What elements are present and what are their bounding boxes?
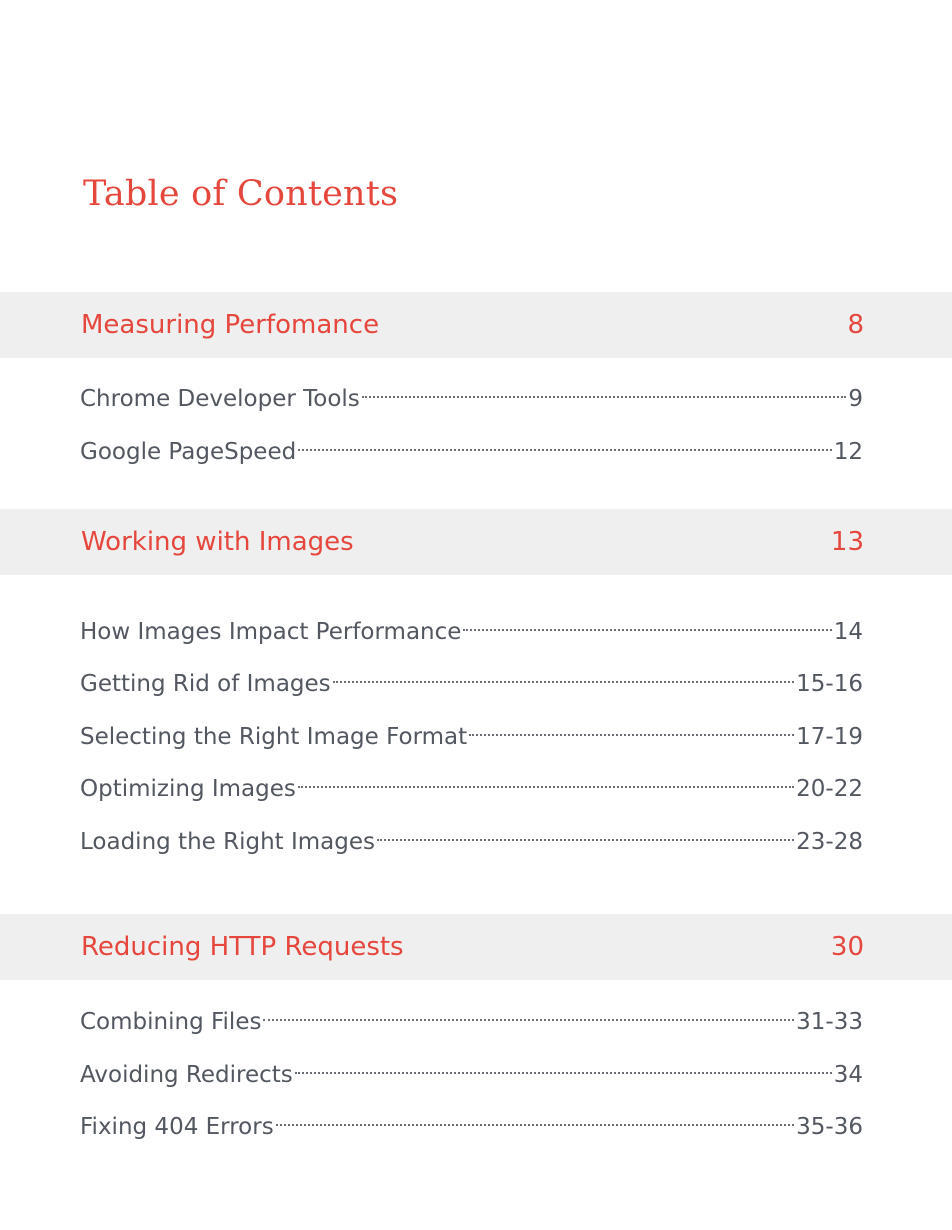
dot-leader — [263, 995, 794, 1029]
toc-entry-label: Getting Rid of Images — [80, 671, 331, 697]
toc-entry-label: Loading the Right Images — [80, 829, 376, 855]
toc-entry-page: 34 — [833, 1062, 863, 1088]
toc-entry-page: 35-36 — [796, 1114, 863, 1140]
dot-leader — [469, 710, 794, 744]
toc-entry[interactable] — [80, 657, 863, 697]
toc-entry-label: Avoiding Redirects — [80, 1062, 293, 1088]
section-header-reducing-http-requests[interactable] — [0, 914, 952, 980]
toc-entry[interactable] — [80, 605, 863, 645]
dot-leader — [298, 425, 832, 459]
toc-entry-page: 15-16 — [796, 671, 863, 697]
toc-entry-label: Selecting the Right Image Format — [80, 724, 468, 750]
toc-entry[interactable] — [80, 815, 863, 855]
section-title: Measuring Perfomance — [81, 310, 380, 340]
toc-entry-label: Google PageSpeed — [80, 439, 297, 465]
section-page-number: 8 — [847, 310, 864, 340]
dot-leader — [333, 657, 794, 691]
toc-entry-page: 23-28 — [796, 829, 863, 855]
section-title: Working with Images — [81, 527, 354, 557]
section-page-number: 13 — [830, 527, 864, 557]
toc-entry-label: Combining Files — [80, 1009, 262, 1035]
toc-entry[interactable] — [80, 995, 863, 1035]
dot-leader — [362, 372, 847, 406]
dot-leader — [298, 762, 794, 796]
toc-entry-label: How Images Impact Performance — [80, 619, 462, 645]
dot-leader — [463, 605, 831, 639]
toc-entry[interactable] — [80, 425, 863, 465]
toc-entry-label: Chrome Developer Tools — [80, 386, 360, 412]
toc-entry-page: 14 — [833, 619, 863, 645]
page-title: Table of Contents — [83, 174, 399, 214]
toc-entry-label: Optimizing Images — [80, 776, 296, 802]
toc-entry-page: 31-33 — [796, 1009, 863, 1035]
section-page-number: 30 — [830, 932, 864, 962]
toc-entry-label: Fixing 404 Errors — [80, 1114, 274, 1140]
toc-entry-page: 9 — [848, 386, 863, 412]
section-header-working-with-images[interactable] — [0, 509, 952, 575]
section-header-measuring-performance[interactable] — [0, 292, 952, 358]
dot-leader — [295, 1048, 832, 1082]
dot-leader — [276, 1100, 794, 1134]
toc-entry[interactable] — [80, 1100, 863, 1140]
toc-entry-page: 12 — [833, 439, 863, 465]
section-title: Reducing HTTP Requests — [81, 932, 404, 962]
toc-entry[interactable] — [80, 372, 863, 412]
dot-leader — [377, 815, 794, 849]
toc-entry[interactable] — [80, 710, 863, 750]
toc-entry-page: 20-22 — [796, 776, 863, 802]
toc-entry[interactable] — [80, 1048, 863, 1088]
toc-entry[interactable] — [80, 762, 863, 802]
toc-entry-page: 17-19 — [796, 724, 863, 750]
